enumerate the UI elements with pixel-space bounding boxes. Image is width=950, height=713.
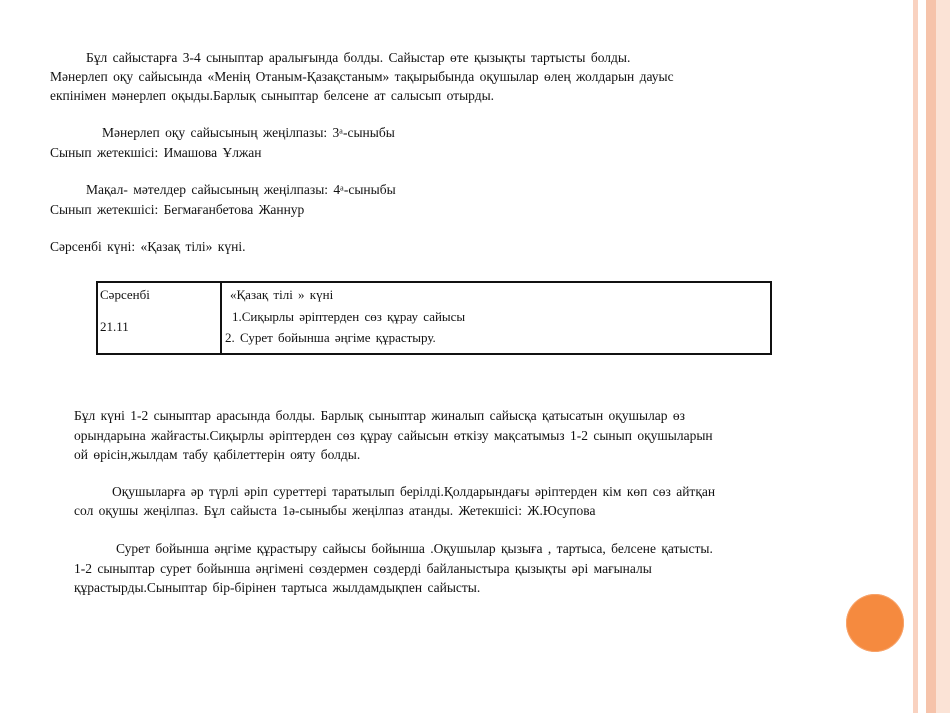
wednesday-heading: Сәрсенбі күні: «Қазақ тілі» күні. <box>50 239 246 254</box>
paragraph2-line1: Бұл күні 1-2 сыныптар арасында болды. Барлық сыныптар жиналып сайысқа қатысатын оқушылар өз <box>74 408 686 423</box>
decor-stripe <box>918 0 926 713</box>
paragraph2-line3: ой өрісін,жылдам табу қабілеттерін ояту болды. <box>74 447 361 462</box>
paragraph1-line1: Бұл сайыстарға 3-4 сыныптар аралығында болды. Сайыстар өте қызықты тартысты болды. <box>86 50 631 65</box>
winner2-title: Мақал- мәтелдер сайысының жеңілпазы: 4ᵃ-сыныбы <box>86 182 396 197</box>
table-date: 21.11 <box>100 319 129 334</box>
schedule-table <box>96 281 772 355</box>
paragraph4-line2: 1-2 сыныптар сурет бойынша әңгімені сөздермен сөздерді байланыстыра қызықты әрі мағыналы <box>74 561 652 576</box>
paragraph1-line2: Мәнерлеп оқу сайысында «Менің Отаным-Қазақстаным» тақырыбында оқушылар өлең жолдарын дауыс <box>50 69 674 84</box>
paragraph1-line3: екпінімен мәнерлеп оқыды.Барлық сыныптар белсене ат салысып отырды. <box>50 88 495 103</box>
winner1-title: Мәнерлеп оқу сайысының жеңілпазы: 3ᵃ-сыныбы <box>102 125 395 140</box>
table-item1: 1.Сиқырлы әріптерден сөз құрау сайысы <box>232 309 466 324</box>
winner2-teacher: Сынып жетекшісі: Бегмағанбетова Жаннур <box>50 202 305 217</box>
decor-stripe <box>926 0 936 713</box>
paragraph3-line1: Оқушыларға әр түрлі әріп суреттері таратылып берілді.Қолдарындағы әріптерден кім көп сөз айтқан <box>112 484 716 499</box>
paragraph3-line2: сол оқушы жеңілпаз. Бұл сайыста 1ә-сыныбы жеңілпаз атанды. Жетекшісі: Ж.Юсупова <box>74 503 596 518</box>
table-item2: 2. Сурет бойынша әңгіме құрастыру. <box>225 330 436 345</box>
table-divider <box>220 283 222 355</box>
table-day: Сәрсенбі <box>100 287 150 302</box>
paragraph2-line2: орындарына жайғасты.Сиқырлы әріптерден сөз құрау сайысын өткізу мақсатымыз 1-2 сынып оқушыларын <box>74 428 713 443</box>
decor-stripe <box>936 0 950 713</box>
paragraph4-line3: құрастырды.Сыныптар бір-бірінен тартыса жылдамдықпен сайысты. <box>74 580 481 595</box>
orange-circle-icon <box>846 594 904 652</box>
table-row-title: «Қазақ тілі » күні <box>230 287 334 302</box>
paragraph4-line1: Сурет бойынша әңгіме құрастыру сайысы бойынша .Оқушылар қызыға , тартыса, белсене қатысты. <box>116 541 713 556</box>
winner1-teacher: Сынып жетекшісі: Имашова Ұлжан <box>50 145 262 160</box>
